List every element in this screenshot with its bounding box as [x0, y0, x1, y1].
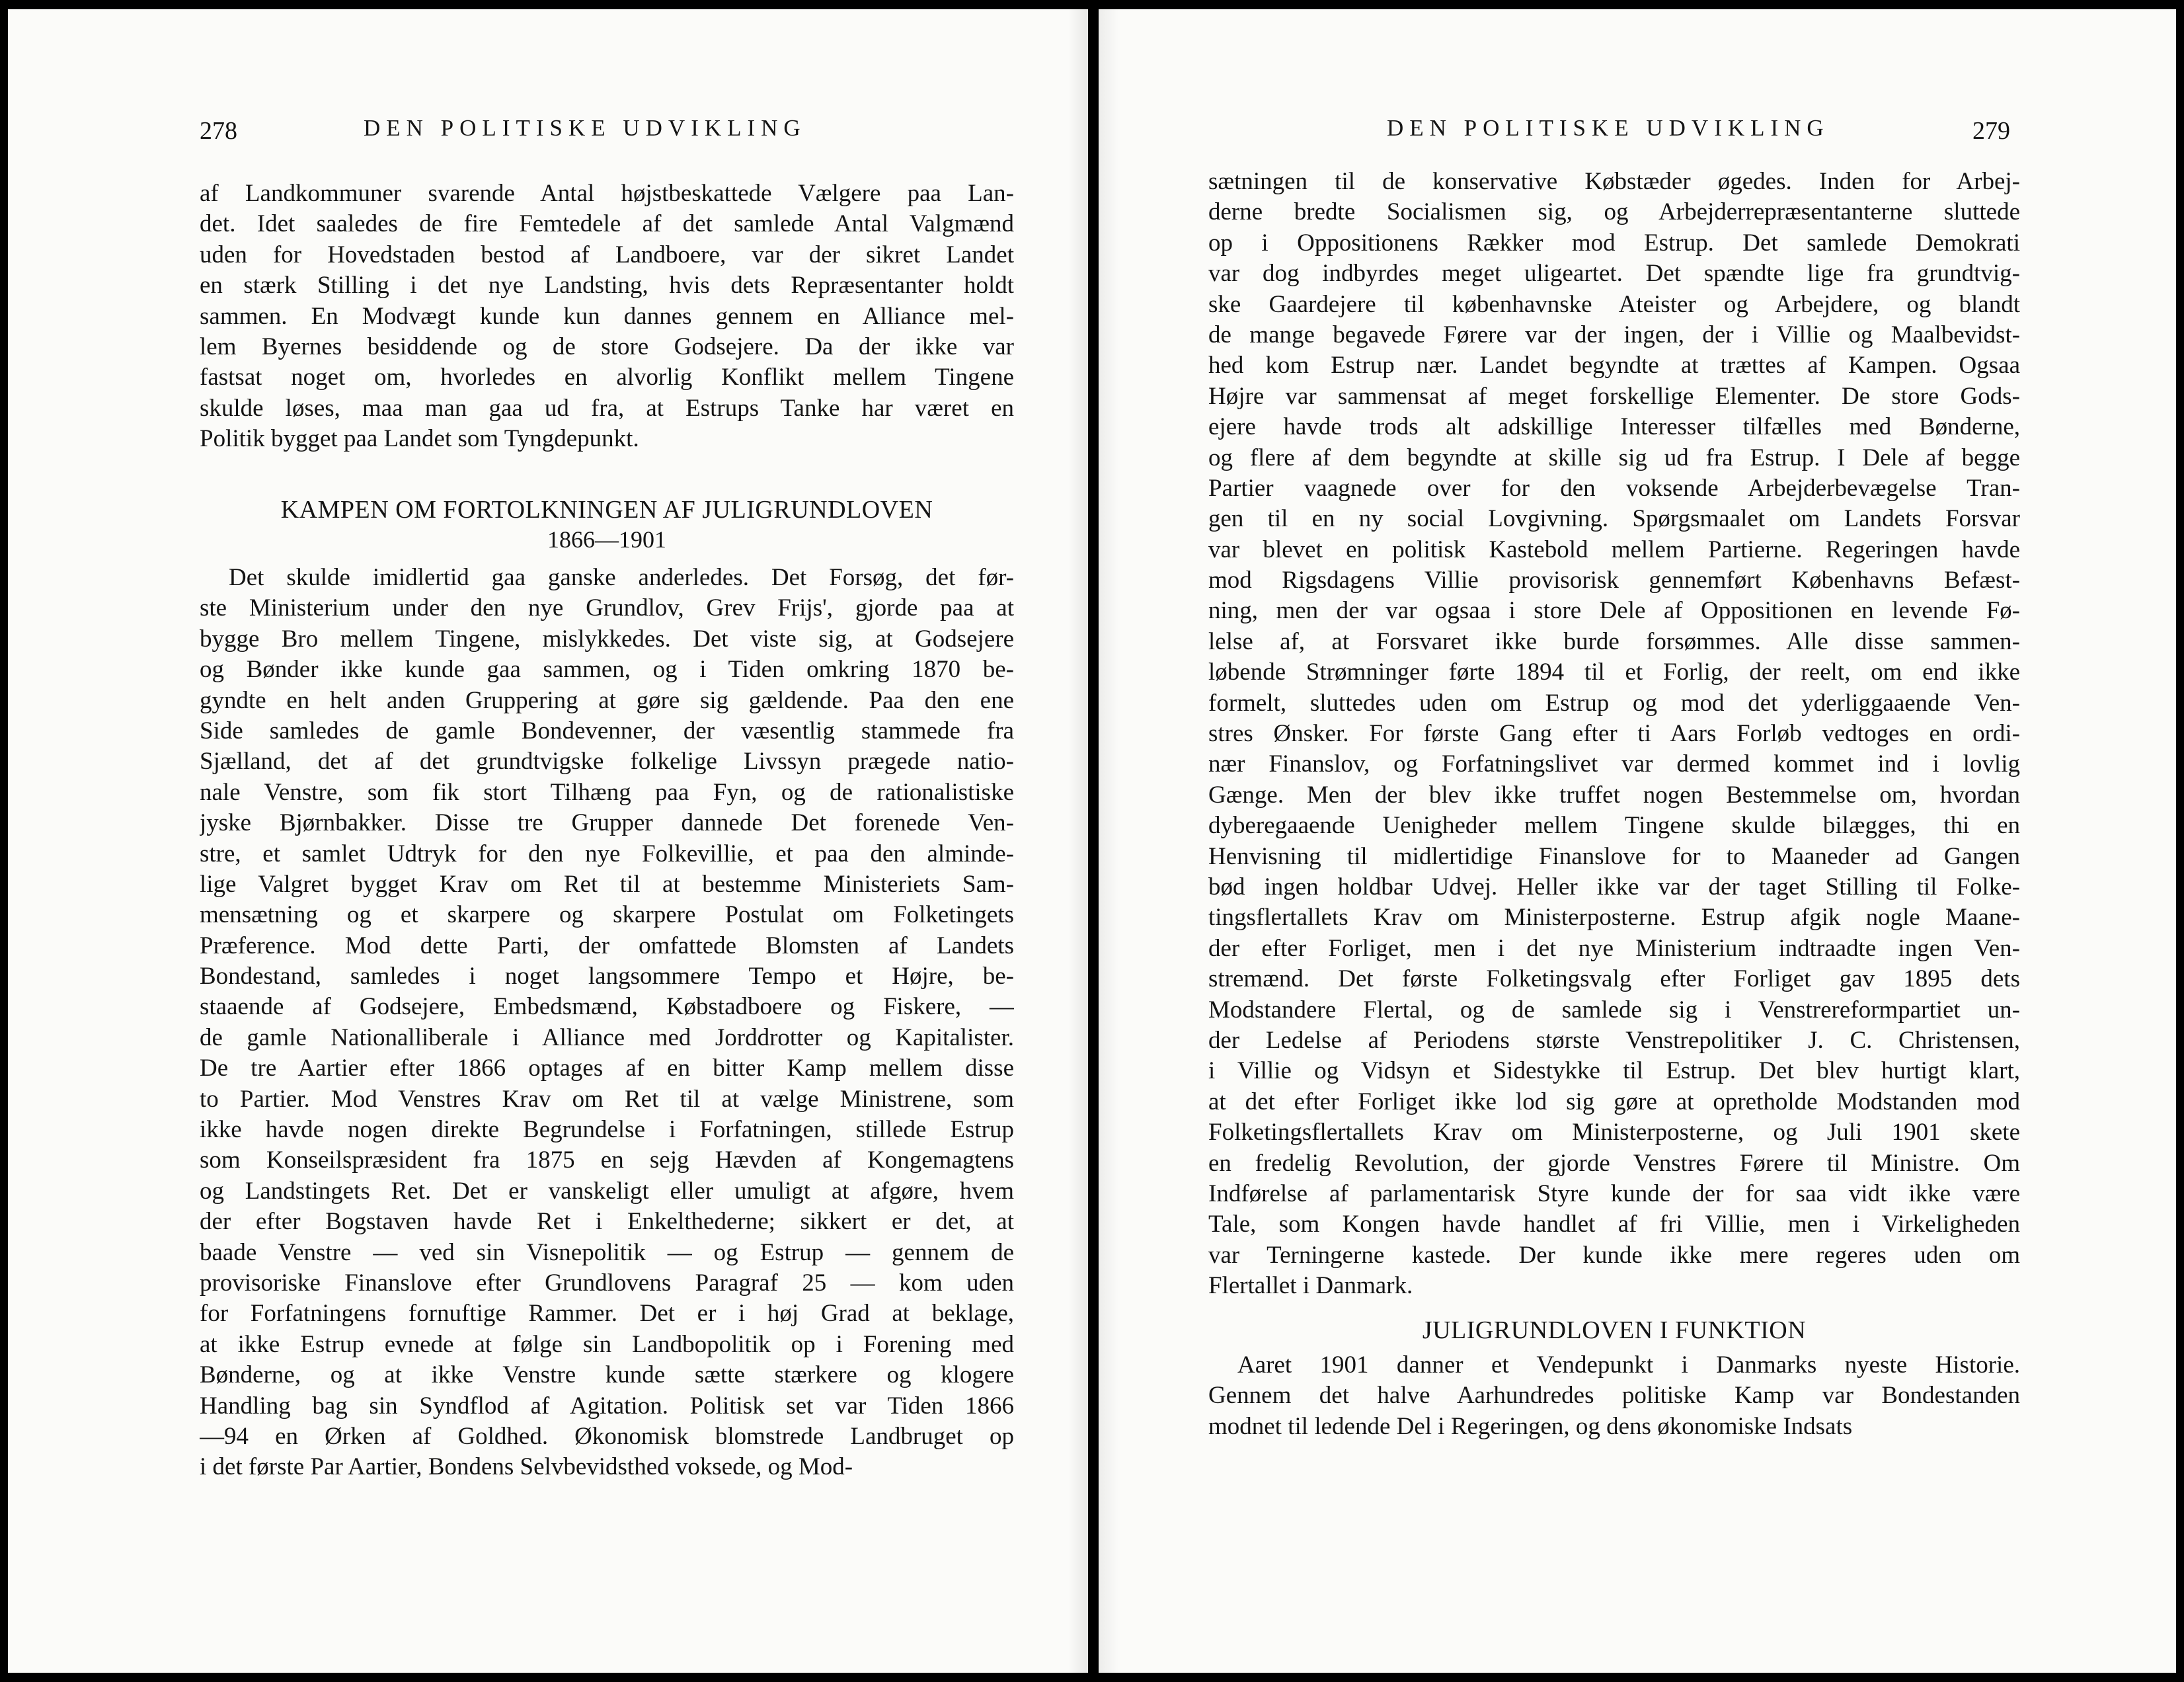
text-line: som Konseilspræsident fra 1875 en sejg Hævden af Kongemagtens	[200, 1146, 1014, 1174]
text-line: og flere af dem begyndte at skille sig ud fra Estrup. I Dele af begge	[1208, 444, 2020, 471]
text-line: Gennem det halve Aarhundredes politiske Kamp var Bondestanden	[1208, 1382, 2020, 1410]
text-line: ejere havde trods alt adskillige Interesser tilfælles med Bønderne,	[1208, 413, 2020, 441]
page-fold-shadow	[1099, 9, 1118, 1673]
text-line: modnet til ledende Del i Regeringen, og dens økonomiske Indsats	[1208, 1412, 1853, 1440]
text-line: gen til en ny social Lovgivning. Spørgsmaalet om Landets Forsvar	[1208, 505, 2020, 533]
text-line: derne bredte Socialismen sig, og Arbejderrepræsentanterne sluttede	[1208, 198, 2020, 226]
page-number: 278	[200, 117, 237, 145]
text-line: sætningen til de konservative Købstæder øgedes. Inden for Arbej-	[1208, 168, 2020, 195]
text-line: staaende af Godsejere, Embedsmænd, Købstadboere og Fiskere, —	[200, 993, 1014, 1021]
text-line: og Bønder ikke kunde gaa sammen, og i Tiden omkring 1870 be-	[200, 656, 1014, 684]
text-line: en fredelig Revolution, der gjorde Venstres Førere til Ministre. Om	[1208, 1149, 2020, 1177]
text-line: sammen. En Modvægt kunde kun dannes gennem en Alliance mel-	[200, 302, 1014, 330]
text-line: Det skulde imidlertid gaa ganske anderledes. Det Forsøg, det før-	[229, 564, 1014, 591]
text-line: Modstandere Flertal, og de samlede sig i Venstrereformpartiet un-	[1208, 996, 2020, 1023]
text-line: stre, et samlet Udtryk for den nye Folkevillie, et paa den alminde-	[200, 840, 1014, 867]
text-line: provisoriske Finanslove efter Grundlovens Paragraf 25 — kom uden	[200, 1269, 1014, 1297]
text-line: formelt, sluttedes uden om Estrup og mod det yderliggaaende Ven-	[1208, 689, 2020, 717]
text-line: en stærk Stilling i det nye Landsting, hvis dets Repræsentanter holdt	[200, 272, 1014, 300]
text-line: bygge Bro mellem Tingene, mislykkedes. Det viste sig, at Godsejere	[200, 625, 1014, 653]
text-line: i det første Par Aartier, Bondens Selvbevidsthed voksede, og Mod-	[200, 1453, 853, 1481]
left-page	[8, 9, 1088, 1673]
text-line: Højre var sammensat af meget forskellige Elementer. De store Gods-	[1208, 382, 2020, 410]
text-line: fastsat noget om, hvorledes en alvorlig Konflikt mellem Tingene	[200, 364, 1014, 391]
text-line: at det efter Forliget ikke lod sig gøre at opretholde Modstanden mod	[1208, 1088, 2020, 1115]
text-line: lem Byernes besiddende og de store Godsejere. Da der ikke var	[200, 333, 1014, 360]
text-line: hed kom Estrup nær. Landet begyndte at trættes af Kampen. Ogsaa	[1208, 352, 2020, 380]
page-fold-shadow	[1068, 9, 1088, 1673]
text-line: mensætning og et skarpere og skarpere Postulat om Folketingets	[200, 901, 1014, 929]
paragraph	[200, 563, 1014, 1483]
text-line: var Terningerne kastede. Der kunde ikke mere regeres uden om	[1208, 1241, 2020, 1269]
text-line: der Ledelse af Periodens største Venstrepolitiker J. C. Christensen,	[1208, 1026, 2020, 1054]
text-line: der efter Bogstaven havde Ret i Enkelthederne; sikkert er det, at	[200, 1208, 1014, 1236]
text-line: nale Venstre, som fik stort Tilhæng paa Fyn, og de rationalistiske	[200, 778, 1014, 806]
text-line: bød ingen holdbar Udvej. Heller ikke var der taget Stilling til Folke-	[1208, 873, 2020, 901]
running-head: DEN POLITISKE UDVIKLING	[364, 115, 806, 141]
text-line: lelse af, at Forsvaret ikke burde forsømmes. Alle disse sammen-	[1208, 627, 2020, 655]
text-line: —94 en Ørken af Goldhed. Økonomisk blomstrede Landbruget op	[200, 1422, 1014, 1450]
text-line: tingsflertallets Krav om Ministerposterne. Estrup afgik nogle Maane-	[1208, 904, 2020, 932]
text-line: ikke havde nogen direkte Begrundelse i Forfatningen, stillede Estrup	[200, 1116, 1014, 1144]
text-line: Partier vaagnede over for den voksende Arbejderbevægelse Tran-	[1208, 474, 2020, 502]
text-line: Tale, som Kongen havde handlet af fri Villie, men i Virkeligheden	[1208, 1211, 2020, 1238]
text-line: baade Venstre — ved sin Visnepolitik — og Estrup — gennem de	[200, 1238, 1014, 1266]
text-line: ste Ministerium under den nye Grundlov, Grev Frijs', gjorde paa at	[200, 594, 1014, 622]
text-line: ske Gaardejere til københavnske Ateister og Arbejdere, og blandt	[1208, 290, 2020, 318]
text-line: dyberegaaende Uenigheder mellem Tingene skulde bilægges, thi en	[1208, 812, 2020, 840]
text-line: De tre Aartier efter 1866 optages af en bitter Kamp mellem disse	[200, 1055, 1014, 1082]
paragraph	[1208, 167, 2020, 1301]
text-line: to Partier. Mod Venstres Krav om Ret til at vælge Ministrene, som	[200, 1085, 1014, 1113]
text-line: jyske Bjørnbakker. Disse tre Grupper dannede Det forenede Ven-	[200, 809, 1014, 837]
text-line: Præference. Mod dette Parti, der omfattede Blomsten af Landets	[200, 932, 1014, 959]
text-line: de mange begavede Førere var der ingen, der i Villie og Maalbevidst-	[1208, 321, 2020, 348]
text-line: op i Oppositionens Rækker mod Estrup. Det samlede Demokrati	[1208, 229, 2020, 257]
right-page	[1099, 9, 2176, 1673]
text-line: af Landkommuner svarende Antal højstbeskattede Vælgere paa Lan-	[200, 180, 1014, 207]
text-line: og Landstingets Ret. Det er vanskeligt eller umuligt at afgøre, hvem	[200, 1177, 1014, 1205]
running-head: DEN POLITISKE UDVIKLING	[1387, 115, 1830, 141]
section-heading: JULIGRUNDLOVEN I FUNKTION	[1422, 1316, 1807, 1344]
text-line: for Forfatningens fornuftige Rammer. Det er i høj Grad at beklage,	[200, 1300, 1014, 1328]
text-line: var dog indbyrdes meget uligeartet. Det spændte lige fra grundtvig-	[1208, 260, 2020, 288]
text-line: de gamle Nationalliberale i Alliance med Jorddrotter og Kapitalister.	[200, 1023, 1014, 1051]
text-line: Bønderne, og at ikke Venstre kunde sætte stærkere og klogere	[200, 1361, 1014, 1389]
text-line: ning, men der var ogsaa i store Dele af Oppositionen en levende Fø-	[1208, 597, 2020, 625]
text-line: Bondestand, samledes i noget langsommere Tempo et Højre, be-	[200, 963, 1014, 990]
text-line: Politik bygget paa Landet som Tyngdepunkt.	[200, 425, 639, 453]
text-line: der efter Forliget, men i det nye Ministerium indtraadte ingen Ven-	[1208, 934, 2020, 962]
text-line: mod Rigsdagens Villie provisorisk gennemført Københavns Befæst-	[1208, 567, 2020, 594]
text-line: løbende Strømninger førte 1894 til et Forlig, der reelt, om end ikke	[1208, 659, 2020, 686]
text-line: Henvisning til midlertidige Finanslove for to Maaneder ad Gangen	[1208, 842, 2020, 870]
text-line: det. Idet saaledes de fire Femtedele af det samlede Antal Valgmænd	[200, 210, 1014, 238]
text-line: stremænd. Det første Folketingsvalg efter Forliget gav 1895 dets	[1208, 965, 2020, 993]
text-line: gyndte en helt anden Gruppering at gøre sig gældende. Paa den ene	[200, 686, 1014, 714]
text-line: Sjælland, det af det grundtvigske folkelige Livssyn prægede natio-	[200, 748, 1014, 776]
paragraph	[200, 179, 1014, 455]
text-line: Indførelse af parlamentarisk Styre kunde der for saa vidt ikke være	[1208, 1180, 2020, 1207]
text-line: Flertallet i Danmark.	[1208, 1272, 1413, 1300]
text-line: Gænge. Men der blev ikke truffet nogen Bestemmelse om, hvordan	[1208, 781, 2020, 809]
text-line: var blevet en politisk Kastebold mellem Partierne. Regeringen havde	[1208, 536, 2020, 563]
page-number: 279	[1972, 117, 2010, 145]
text-line: i Villie og Vidsyn et Sidestykke til Estrup. Det blev hurtigt klart,	[1208, 1057, 2020, 1085]
text-line: skulde løses, maa man gaa ud fra, at Estrups Tanke har været en	[200, 394, 1014, 422]
text-line: stres Ønsker. For første Gang efter ti Aars Forløb vedtoges en ordi-	[1208, 720, 2020, 748]
text-line: lige Valgret bygget Krav om Ret til at bestemme Ministeriets Sam-	[200, 870, 1014, 898]
text-line: uden for Hovedstaden bestod af Landboere, var der sikret Landet	[200, 241, 1014, 268]
section-heading: KAMPEN OM FORTOLKNINGEN AF JULIGRUNDLOVEN	[280, 496, 933, 524]
text-line: Handling bag sin Syndflod af Agitation. Politisk set var Tiden 1866	[200, 1392, 1014, 1420]
text-line: Side samledes de gamle Bondevenner, der væsentlig stammede fra	[200, 717, 1014, 744]
section-years: 1866—1901	[547, 526, 666, 553]
paragraph	[1208, 1350, 2020, 1442]
text-line: at ikke Estrup evnede at følge sin Landbopolitik op i Forening med	[200, 1330, 1014, 1358]
text-line: Aaret 1901 danner et Vendepunkt i Danmarks nyeste Historie.	[1237, 1351, 2020, 1379]
text-line: Folketingsflertallets Krav om Ministerposterne, og Juli 1901 skete	[1208, 1119, 2020, 1146]
text-line: nær Finanslov, og Forfatningslivet var dermed kommet ind i lovlig	[1208, 750, 2020, 778]
